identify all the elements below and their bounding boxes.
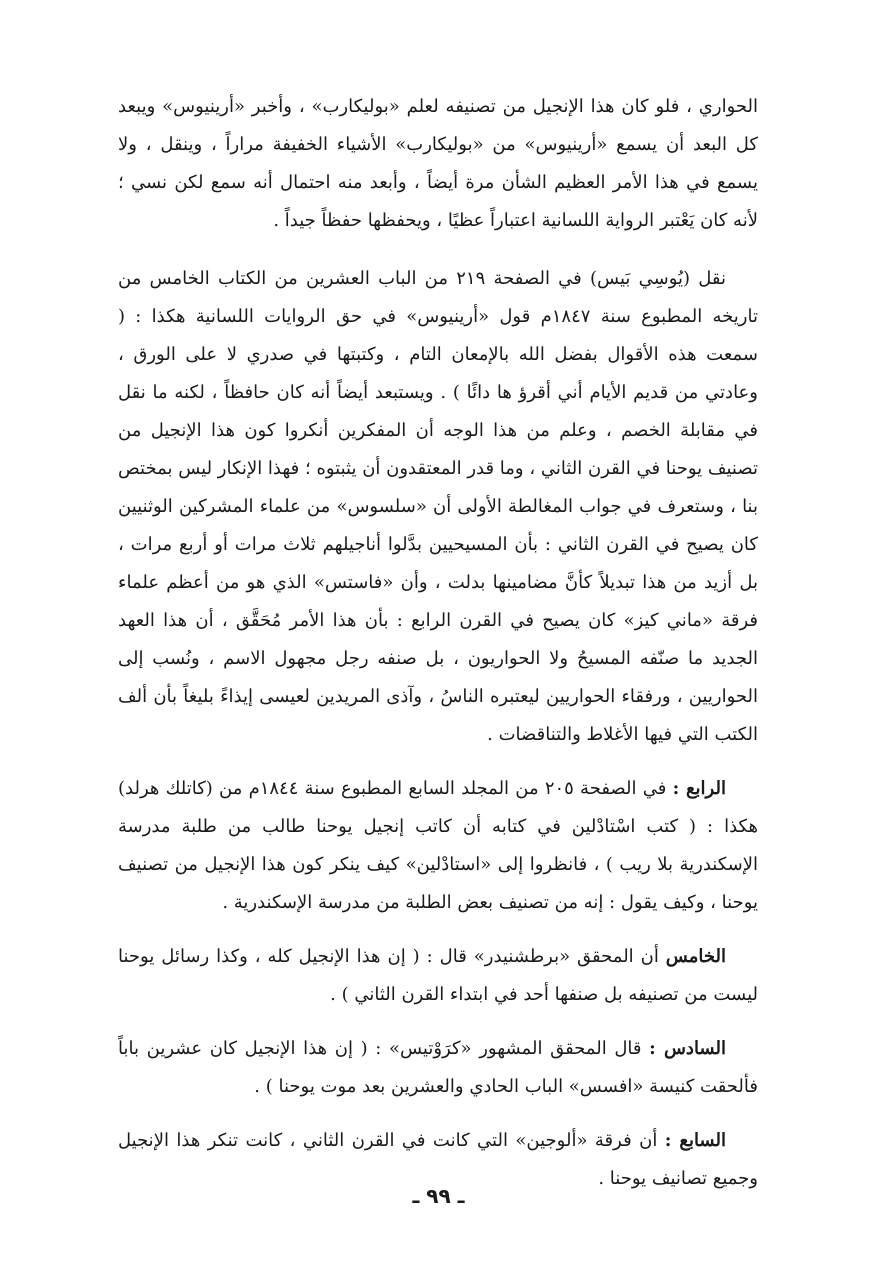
- paragraph-text: أن فرقة «ألوجين» التي كانت في القرن الثاني ، كانت تنكر هذا الإنجيل وجميع تصانيف يوحنا .: [118, 1130, 758, 1189]
- paragraph-lead: الرابع :: [672, 778, 726, 799]
- page-body: [118, 88, 758, 1198]
- paragraph-text: أن المحقق «برطشنيدر» قال : ( إن هذا الإنجيل كله ، وكذا رسائل يوحنا ليست من تصنيفه بل صنفها أحد في ابتداء القرن الثاني ) .: [118, 946, 758, 1005]
- paragraph-2: [118, 260, 758, 754]
- page-number: ـ ٩٩ ـ: [412, 1184, 465, 1208]
- paragraph-text: نقل (يُوسِي بَيس) في الصفحة ٢١٩ من الباب العشرين من الكتاب الخامس من تاريخه المطبوع سنة ١٨٤٧م قول «أرينيوس» في حق الروايات اللسانية هكذا : ( سمعت هذه الأقوال بفضل الله بالإمعان التام ، وكتبتها في صدري لا على الورق ، وعادتي من قديم الأيام أني أقرؤ ها دائًا ) . ويستبعد أيضاً أنه كان حافظاً ، لكنه ما نقل في مقابلة الخصم ، وعلم من هذا الوجه أن المفكرين أنكروا كون هذا الإنجيل من تصنيف يوحنا في القرن الثاني ، وما قدر المعتقدون أن يثبتوه ؛ فهذا الإنكار ليس بمختص بنا ، وستعرف في جواب المغالطة الأولى أن «سلسوس» من علماء المشركين الوثنيين كان يصيح في القرن الثاني : بأن المسيحيين بدَّلوا أناجيلهم ثلاث مرات أو أربع مرات ، بل أزيد من هذا تبديلاً كأنَّ مضامينها بدلت ، وأن «فاستس» الذي هو من أعظم علماء فرقة «ماني كيز» كان يصيح في القرن الرابع : بأن هذا الأمر مُحَقَّق ، أن هذا العهد الجديد ما صنّفه المسيحُ ولا الحواريون ، بل صنفه رجل مجهول الاسم ، ونُسب إلى الحواريين ، ورفقاء الحواريين ليعتبره الناسُ ، وآذى المريدين لعيسى إيذاءً بليغاً بأن ألف الكتب التي فيها الأغلاط والتناقضات .: [117, 268, 758, 745]
- paragraph-4: [118, 938, 758, 1014]
- paragraph-1: [118, 88, 758, 240]
- paragraph-lead: السادس :: [649, 1038, 726, 1059]
- paragraph-lead: السابع :: [664, 1130, 726, 1151]
- paragraph-text: في الصفحة ٢٠٥ من المجلد السابع المطبوع سنة ١٨٤٤م من (كاتلك هرلد) هكذا : ( كتب اسْتادْلين في كتابه أن كاتب إنجيل يوحنا طالب من طلبة مدرسة الإسكندرية بلا ريب ) ، فانظروا إلى «استادْلين» كيف ينكر كون هذا الإنجيل من تصنيف يوحنا ، وكيف يقول : إنه من تصنيف بعض الطلبة من مدرسة الإسكندرية .: [118, 778, 758, 913]
- paragraph-text: الحواري ، فلو كان هذا الإنجيل من تصنيفه لعلم «بوليكارب» ، وأخبر «أرينيوس» ويبعد كل البعد أن يسمع «أرينيوس» من «بوليكارب» الأشياء الخفيفة مراراً ، وينقل ، ولا يسمع في هذا الأمر العظيم الشأن مرة أيضاً ، وأبعد منه احتمال أنه سمع لكن نسي ؛ لأنه كان يَعْتبر الرواية اللسانية اعتباراً عظيًا ، ويحفظها حفظاً جيداً .: [118, 96, 758, 231]
- paragraph-text: قال المحقق المشهور «كرَوْتيس» : ( إن هذا الإنجيل كان عشرين باباً فألحقت كنيسة «افسس» الباب الحادي والعشرين بعد موت يوحنا ) .: [118, 1038, 758, 1097]
- paragraph-5: [118, 1030, 758, 1106]
- paragraph-3: [118, 770, 758, 922]
- paragraph-lead: الخامس: [665, 946, 726, 967]
